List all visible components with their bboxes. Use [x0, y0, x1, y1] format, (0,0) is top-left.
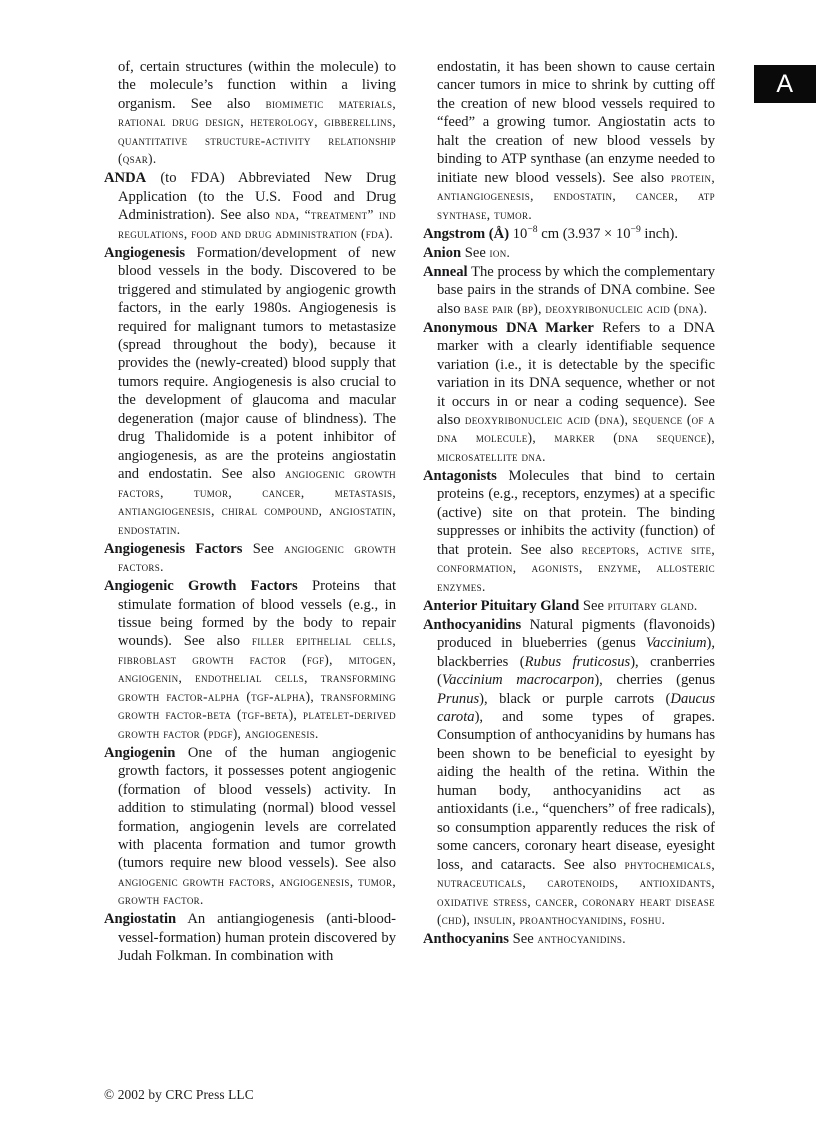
genus-italic: Prunus: [437, 690, 480, 707]
text-columns: [104, 58, 729, 966]
right-column: [423, 58, 715, 966]
entry-angiostatin: [104, 910, 396, 965]
entry-anonymous-dna-marker: [423, 319, 715, 467]
entry-crossrefs: biomimetic materials, rational drug design, heterology, gibberellins, quantitative structure-activity relationship (qsar).: [118, 95, 396, 167]
entry-crossrefs: filler epithelial cells, fibroblast growth factor (fgf), mitogen, angiogenin, endothelial cells, transforming growth factor-alpha (tgf-alpha), transforming growth factor-beta (tgf-beta), platelet-derived growth factor (pdgf), angiogenesis.: [118, 633, 396, 741]
entry-body-segments: [437, 617, 715, 928]
entry-headword: Angiogenesis: [104, 244, 186, 261]
entry-crossrefs: ion.: [489, 244, 511, 260]
entry-anion: [423, 244, 715, 262]
entry-body: Formation/development of new blood vessels in the body. Discovered to be triggered and stimulated by angiogenic growth factors, in the early 1980s. Angiogenesis is required for malignant tumors to metastasize (spread throughout the body), because it provides the (newly-created) blood supply that tumors require. Angiogenesis is also crucial to the development of glaucoma and macular degeneration (major cause of blindness). The drug Thalidomide is a potent inhibitor of angiogenesis, as are the proteins angiostatin and endostatin. See also: [118, 244, 396, 483]
entry-body: See: [512, 931, 538, 948]
entry-headword: Anneal: [423, 263, 468, 280]
entry-body: ), blackberries (: [437, 635, 715, 670]
entry-headword: Angiogenic Growth Factors: [104, 578, 298, 595]
entry-headword: Antagonists: [423, 467, 497, 484]
entry-headword: Angiogenesis Factors: [104, 540, 243, 557]
entry-headword: Angstrom (Å): [423, 225, 510, 242]
entry-anthocyanidins: [423, 616, 715, 930]
entry-angiogenesis-factors: [104, 540, 396, 577]
entry-anneal: [423, 263, 715, 318]
entry-body: ), cherries (genus: [594, 672, 715, 689]
entry-crossrefs: protein, antiangiogenesis, endostatin, cancer, atp synthase, tumor.: [437, 169, 715, 222]
entry-body: Molecules that bind to certain proteins (e.g., receptors, enzymes) at a specific (active) site on that protein. The binding suppresses or inhibits the activity (function) of that protein. See also: [437, 467, 716, 558]
entry-body: See: [582, 597, 608, 614]
entry-body-post: inch).: [640, 225, 679, 242]
entry-angiogenic-growth-factors: [104, 577, 396, 743]
entry-headword: Anion: [423, 244, 462, 261]
entry-body: ), and some types of grapes. Consumption of anthocyanidins by humans has been shown to be beneficial to eyesight by aiding the health of the retina. Within the human body, anthocyanidins act as antioxidants (i.e., “quenchers” of free radicals), so consumption apparently reduces the risk of some cancers, coronary heart disease, eyesight loss, and cataracts. See also: [437, 709, 715, 873]
entry-crossrefs: base pair (bp), deoxyribonucleic acid (dna).: [464, 300, 708, 316]
entry-body: Refers to a DNA marker with a clearly identifiable sequence variation (i.e., it is detectable by the specific variation in its DNA sequence, whether or not it occurs in or near a coding sequence). See also: [437, 319, 716, 428]
entry-crossrefs: angiogenic growth factors, angiogenesis, tumor, growth factor.: [118, 873, 396, 908]
entry-body: An antiangiogenesis (anti-blood-vessel-formation) human protein discovered by Judah Folkman. In combination with: [118, 911, 397, 965]
entry-body: See: [464, 244, 490, 261]
entry-crossrefs: deoxyribonucleic acid (dna), sequence (of a dna molecule), marker (dna sequence), microsatellite dna.: [437, 411, 715, 464]
genus-italic: Rubus fruticosus: [524, 653, 631, 670]
entry-anterior-pituitary-gland: [423, 597, 715, 615]
entry-body: ), black or purple carrots (: [479, 690, 671, 707]
exponent-2: −9: [630, 223, 641, 235]
entry-angstrom: [423, 225, 715, 243]
entry-crossrefs: anthocyanidins.: [537, 931, 626, 947]
entry-crossrefs: nda, “treatment” ind regulations, food and drug administration (fda).: [118, 207, 396, 241]
genus-italic: Vaccinium: [645, 635, 707, 652]
entry-headword: Angiogenin: [104, 744, 176, 761]
entry-body: (to FDA) Abbreviated New Drug Application (to the U.S. Food and Drug Administration). See also: [118, 170, 396, 224]
entry-antagonists: [423, 467, 715, 596]
entry-continued-allostery: [104, 58, 396, 169]
entry-anthocyanins: [423, 930, 715, 948]
entry-headword: ANDA: [104, 170, 147, 187]
entry-body: Natural pigments (flavonoids) produced in blueberries (genus: [437, 616, 715, 652]
entry-crossrefs: receptors, active site, conformation, agonists, enzyme, allosteric enzymes.: [437, 541, 716, 594]
thumb-index-letter: A: [776, 69, 794, 98]
entry-body-mid: cm (3.937 × 10: [537, 225, 631, 242]
thumb-index-tab: [754, 65, 816, 103]
entry-body: The process by which the complementary base pairs in the strands of DNA combine. See also: [437, 263, 715, 317]
entry-angiostatin-continued: [423, 58, 715, 224]
entry-crossrefs: pituitary gland.: [607, 597, 698, 613]
entry-body: See: [252, 540, 285, 557]
entry-headword: Angiostatin: [104, 911, 177, 928]
entry-crossrefs: phytochemicals, nutraceuticals, carotenoids, antioxidants, oxidative stress, cancer, coronary heart disease (chd), insulin, proanthocyanidins, foshu.: [437, 856, 715, 927]
entry-body: One of the human angiogenic growth factors, it possesses potent angiogenic (formation of blood vessels) activity. In addition to stimulating (normal) blood vessel formation, angiogenin levels are correlated with placenta formation and tumor growth (tumors require new blood vessels). See also: [118, 744, 396, 872]
entry-body-pre: 10: [512, 225, 528, 242]
entry-angiogenin: [104, 744, 396, 910]
entry-headword: Anthocyanidins: [423, 616, 522, 633]
entry-crossrefs: angiogenic growth factors, tumor, cancer, metastasis, antiangiogenesis, chiral compound, angiostatin, endostatin.: [118, 466, 396, 537]
entry-body: Proteins that stimulate formation of blood vessels (e.g., in tissue being formed by the body to repair wounds). See also: [118, 578, 396, 650]
entry-headword: Anthocyanins: [423, 931, 509, 948]
entry-angiogenesis: [104, 244, 396, 539]
entry-body: endostatin, it has been shown to cause certain cancer tumors in mice to shrink by cutting off the creation of new blood vessels required to “feed” a growing tumor. Angiostatin acts to halt the creation of new blood vessels by binding to ATP synthase (an enzyme needed to initiate new blood vessels). See also: [437, 59, 715, 186]
entry-crossrefs: angiogenic growth factors.: [118, 540, 396, 575]
entry-anda: [104, 169, 396, 243]
copyright-footer: © 2002 by CRC Press LLC: [104, 1087, 254, 1102]
entry-body: of, certain structures (within the molecule) to the molecule’s function within a living organism. See also: [118, 59, 396, 112]
genus-italic: Daucus carota: [437, 690, 715, 726]
entry-headword: Anonymous DNA Marker: [423, 319, 594, 336]
entry-body: ), cranberries (: [437, 653, 715, 689]
entry-headword: Anterior Pituitary Gland: [423, 597, 580, 614]
exponent-1: −8: [527, 223, 538, 235]
genus-italic: Vaccinium macrocarpon: [441, 672, 595, 689]
left-column: [104, 58, 396, 966]
